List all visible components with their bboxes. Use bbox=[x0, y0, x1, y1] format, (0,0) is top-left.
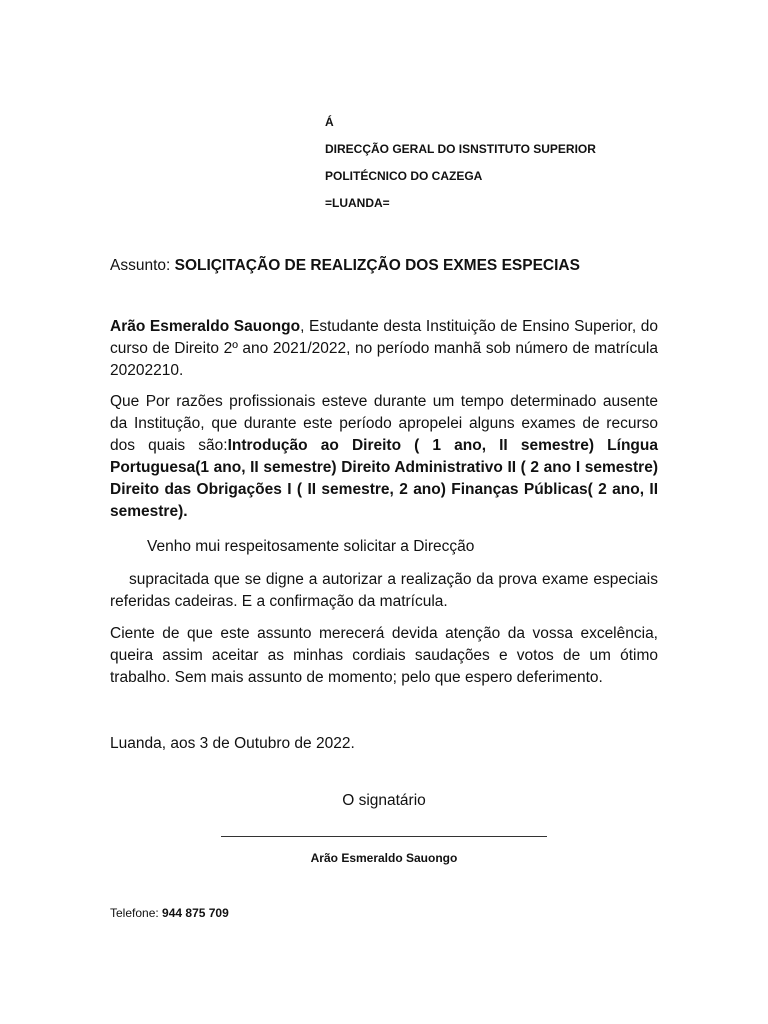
addressee-line-4: =LUANDA= bbox=[325, 196, 390, 210]
phone-line bbox=[110, 906, 229, 920]
paragraph-closing: Ciente de que este assunto merecerá devida atenção da vossa excelência, queira assim aceitar as minhas cordiais saudações e votos de um ótimo trabalho. Sem mais assunto de momento; pelo que espero deferimento. bbox=[110, 625, 658, 686]
paragraph-reasons bbox=[110, 391, 658, 523]
subject-label: Assunto: bbox=[110, 257, 175, 274]
phone-label: Telefone: bbox=[110, 906, 163, 920]
student-name: Arão Esmeraldo Sauongo bbox=[110, 318, 301, 335]
phone-number: 944 875 709 bbox=[162, 906, 229, 920]
subject-line bbox=[110, 256, 670, 276]
addressee-block bbox=[325, 113, 705, 221]
signature-line bbox=[221, 836, 547, 837]
subjects-list: Introdução ao Direito ( 1 ano, II semestre) Língua Portuguesa(1 ano, II semestre) Direito Administrativo II ( 2 ano I semestre) Direito das Obrigações I ( II semestre, 2 ano) Finanças Públicas( 2 ano, II semestre). bbox=[110, 437, 658, 520]
signatory-label: O signatário bbox=[342, 792, 426, 809]
paragraph-request-start: Venho mui respeitosamente solicitar a Direcção bbox=[147, 538, 475, 555]
paragraph-identification bbox=[110, 316, 658, 382]
signatory-name: Arão Esmeraldo Sauongo bbox=[310, 851, 458, 865]
addressee-line-1: Á bbox=[325, 115, 334, 129]
addressee-line-3: POLITÉCNICO DO CAZEGA bbox=[325, 169, 483, 183]
addressee-line-2: DIRECÇÃO GERAL DO ISNSTITUTO SUPERIOR bbox=[325, 142, 596, 156]
identification-text: , Estudante desta Instituição de Ensino Superior, do curso de Direito 2º ano 2021/2022, no período manhã sob número de matrícula 20202210. bbox=[110, 318, 659, 379]
date-line: Luanda, aos 3 de Outubro de 2022. bbox=[110, 735, 355, 752]
subject-text: SOLIÇITAÇÃO DE REALIZÇÃO DOS EXMES ESPECIAS bbox=[174, 257, 580, 274]
reasons-text: Que Por razões profissionais esteve durante um tempo determinado ausente da Institução, que durante este período apropelei alguns exames de recurso dos quais são: bbox=[110, 393, 658, 454]
paragraph-request-continuation: supracitada que se digne a autorizar a realização da prova exame especiais referidas cadeiras. E a confirmação da matrícula. bbox=[110, 571, 658, 610]
